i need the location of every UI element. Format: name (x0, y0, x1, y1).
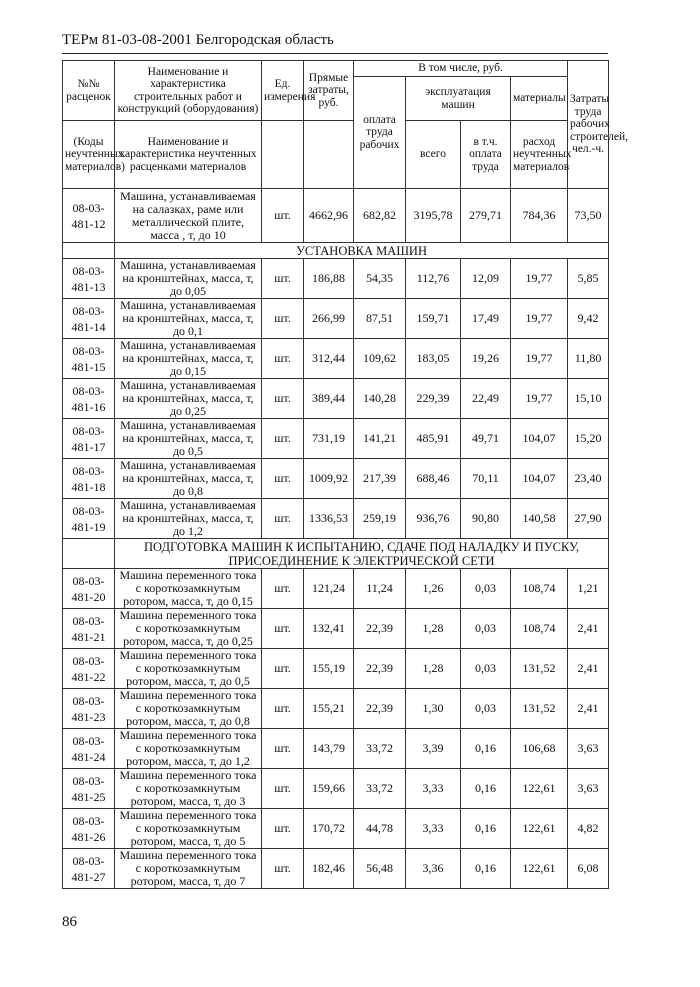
machines-wage: 0,03 (461, 689, 511, 729)
header-row-bottom (63, 121, 609, 189)
title-divider (62, 53, 608, 54)
rate-code: 08-03-481-21 (63, 609, 115, 649)
direct-costs: 121,24 (304, 569, 354, 609)
rate-row (63, 259, 609, 299)
rate-name: Машина, устанавливаемая на кронштейнах, масса, т, до 0,15 (115, 339, 262, 379)
labor-cost: 15,10 (568, 379, 609, 419)
rate-code: 08-03-481-26 (63, 809, 115, 849)
section-row (63, 539, 609, 569)
rate-row (63, 459, 609, 499)
labor-cost: 3,63 (568, 729, 609, 769)
header-machines-wage: в т.ч. оплата труда (461, 121, 511, 189)
rate-name: Машина, устанавливаемая на кронштейнах, масса, т, до 0,5 (115, 419, 262, 459)
rate-unit: шт. (262, 769, 304, 809)
rate-row (63, 849, 609, 889)
header-code: №№ расценок (63, 61, 115, 121)
rate-unit: шт. (262, 729, 304, 769)
rate-code: 08-03-481-23 (63, 689, 115, 729)
section-title: ПОДГОТОВКА МАШИН К ИСПЫТАНИЮ, СДАЧЕ ПОД НАЛАДКУ И ПУСКУ, ПРИСОЕДИНЕНИЕ К ЭЛЕКТРИЧЕСКОЙ СЕТИ (115, 539, 609, 569)
materials-cost: 131,52 (511, 689, 568, 729)
rate-name: Машина переменного тока с короткозамкнутым ротором, масса, т, до 1,2 (115, 729, 262, 769)
machines-wage: 0,16 (461, 729, 511, 769)
direct-costs: 1009,92 (304, 459, 354, 499)
rate-name: Машина переменного тока с короткозамкнутым ротором, масса, т, до 5 (115, 809, 262, 849)
labor-cost: 11,80 (568, 339, 609, 379)
rate-unit: шт. (262, 499, 304, 539)
labor-cost: 4,82 (568, 809, 609, 849)
wage-cost: 22,39 (354, 689, 406, 729)
section-row (63, 243, 609, 259)
machines-wage: 22,49 (461, 379, 511, 419)
materials-cost: 140,58 (511, 499, 568, 539)
labor-cost: 2,41 (568, 609, 609, 649)
labor-cost: 5,85 (568, 259, 609, 299)
rate-code: 08-03-481-12 (63, 189, 115, 243)
machines-total: 3,36 (406, 849, 461, 889)
wage-cost: 109,62 (354, 339, 406, 379)
wage-cost: 682,82 (354, 189, 406, 243)
rate-unit: шт. (262, 569, 304, 609)
rate-code: 08-03-481-20 (63, 569, 115, 609)
labor-cost: 2,41 (568, 649, 609, 689)
machines-total: 229,39 (406, 379, 461, 419)
header-blank-direct (304, 121, 354, 189)
machines-wage: 17,49 (461, 299, 511, 339)
rate-row (63, 769, 609, 809)
rate-row (63, 609, 609, 649)
rate-row (63, 569, 609, 609)
machines-total: 183,05 (406, 339, 461, 379)
machines-total: 3195,78 (406, 189, 461, 243)
machines-wage: 0,03 (461, 649, 511, 689)
rate-row (63, 189, 609, 243)
wage-cost: 87,51 (354, 299, 406, 339)
direct-costs: 155,21 (304, 689, 354, 729)
wage-cost: 140,28 (354, 379, 406, 419)
rate-unit: шт. (262, 379, 304, 419)
machines-total: 485,91 (406, 419, 461, 459)
rate-name: Машина переменного тока с короткозамкнутым ротором, масса, т, до 7 (115, 849, 262, 889)
labor-cost: 3,63 (568, 769, 609, 809)
section-blank-cell (63, 243, 115, 259)
direct-costs: 186,88 (304, 259, 354, 299)
rate-row (63, 419, 609, 459)
rate-unit: шт. (262, 809, 304, 849)
machines-total: 1,26 (406, 569, 461, 609)
rate-unit: шт. (262, 649, 304, 689)
direct-costs: 389,44 (304, 379, 354, 419)
machines-wage: 279,71 (461, 189, 511, 243)
materials-cost: 108,74 (511, 569, 568, 609)
page-number: 86 (62, 914, 77, 930)
machines-total: 936,76 (406, 499, 461, 539)
rate-row (63, 809, 609, 849)
wage-cost: 11,24 (354, 569, 406, 609)
rate-name: Машина переменного тока с короткозамкнутым ротором, масса, т, до 0,25 (115, 609, 262, 649)
machines-wage: 12,09 (461, 259, 511, 299)
header-row-top (63, 61, 609, 77)
rate-name: Машина переменного тока с короткозамкнутым ротором, масса, т, до 0,15 (115, 569, 262, 609)
machines-total: 1,30 (406, 689, 461, 729)
wage-cost: 141,21 (354, 419, 406, 459)
rate-row (63, 299, 609, 339)
rate-row (63, 649, 609, 689)
labor-cost: 9,42 (568, 299, 609, 339)
wage-cost: 56,48 (354, 849, 406, 889)
rate-unit: шт. (262, 339, 304, 379)
wage-cost: 22,39 (354, 609, 406, 649)
rate-name: Машина, устанавливаемая на салазках, раме или металлической плите, масса , т, до 10 (115, 189, 262, 243)
machines-wage: 0,16 (461, 849, 511, 889)
wage-cost: 22,39 (354, 649, 406, 689)
header-code-unaccounted: (Коды неучтенных материалов) (63, 121, 115, 189)
header-name-unaccounted: Наименование и характеристика неучтенных расценками материалов (115, 121, 262, 189)
machines-wage: 19,26 (461, 339, 511, 379)
machines-wage: 70,11 (461, 459, 511, 499)
direct-costs: 312,44 (304, 339, 354, 379)
wage-cost: 33,72 (354, 769, 406, 809)
header-materials: материалы (511, 77, 568, 121)
rate-code: 08-03-481-17 (63, 419, 115, 459)
rate-name: Машина переменного тока с короткозамкнутым ротором, масса, т, до 0,8 (115, 689, 262, 729)
rate-code: 08-03-481-19 (63, 499, 115, 539)
materials-cost: 122,61 (511, 769, 568, 809)
rate-row (63, 729, 609, 769)
header-blank-unit (262, 121, 304, 189)
page-title: ТЕРм 81-03-08-2001 Белгородская область (62, 32, 334, 48)
wage-cost: 217,39 (354, 459, 406, 499)
direct-costs: 266,99 (304, 299, 354, 339)
machines-total: 3,33 (406, 809, 461, 849)
rate-unit: шт. (262, 459, 304, 499)
header-direct-costs: Прямые затраты, руб. (304, 61, 354, 121)
rate-name: Машина переменного тока с короткозамкнутым ротором, масса, т, до 0,5 (115, 649, 262, 689)
direct-costs: 132,41 (304, 609, 354, 649)
machines-wage: 0,03 (461, 569, 511, 609)
machines-wage: 0,16 (461, 809, 511, 849)
machines-wage: 90,80 (461, 499, 511, 539)
direct-costs: 155,19 (304, 649, 354, 689)
materials-cost: 131,52 (511, 649, 568, 689)
rate-unit: шт. (262, 299, 304, 339)
rate-code: 08-03-481-16 (63, 379, 115, 419)
materials-cost: 19,77 (511, 259, 568, 299)
rate-name: Машина, устанавливаемая на кронштейнах, масса, т, до 0,1 (115, 299, 262, 339)
rate-name: Машина, устанавливаемая на кронштейнах, масса, т, до 0,25 (115, 379, 262, 419)
section-title: УСТАНОВКА МАШИН (115, 243, 609, 259)
machines-total: 112,76 (406, 259, 461, 299)
header-machines-total: всего (406, 121, 461, 189)
rate-name: Машина переменного тока с короткозамкнутым ротором, масса, т, до 3 (115, 769, 262, 809)
rate-row (63, 499, 609, 539)
direct-costs: 4662,96 (304, 189, 354, 243)
machines-total: 1,28 (406, 649, 461, 689)
rate-row (63, 339, 609, 379)
materials-cost: 104,07 (511, 459, 568, 499)
machines-total: 159,71 (406, 299, 461, 339)
labor-cost: 27,90 (568, 499, 609, 539)
machines-wage: 0,03 (461, 609, 511, 649)
rate-unit: шт. (262, 689, 304, 729)
labor-cost: 1,21 (568, 569, 609, 609)
rate-row (63, 379, 609, 419)
labor-cost: 15,20 (568, 419, 609, 459)
direct-costs: 182,46 (304, 849, 354, 889)
header-name: Наименование и характеристика строительных работ и конструкций (оборудования) (115, 61, 262, 121)
machines-total: 3,33 (406, 769, 461, 809)
direct-costs: 1336,53 (304, 499, 354, 539)
materials-cost: 122,61 (511, 849, 568, 889)
materials-cost: 122,61 (511, 809, 568, 849)
labor-cost: 73,50 (568, 189, 609, 243)
rate-code: 08-03-481-22 (63, 649, 115, 689)
rate-name: Машина, устанавливаемая на кронштейнах, масса, т, до 0,05 (115, 259, 262, 299)
rate-unit: шт. (262, 259, 304, 299)
machines-total: 688,46 (406, 459, 461, 499)
rate-unit: шт. (262, 419, 304, 459)
rate-unit: шт. (262, 609, 304, 649)
wage-cost: 259,19 (354, 499, 406, 539)
rate-row (63, 689, 609, 729)
materials-cost: 784,36 (511, 189, 568, 243)
wage-cost: 33,72 (354, 729, 406, 769)
rate-code: 08-03-481-14 (63, 299, 115, 339)
rate-unit: шт. (262, 189, 304, 243)
rate-code: 08-03-481-13 (63, 259, 115, 299)
direct-costs: 143,79 (304, 729, 354, 769)
direct-costs: 170,72 (304, 809, 354, 849)
direct-costs: 731,19 (304, 419, 354, 459)
machines-total: 3,39 (406, 729, 461, 769)
header-machines: эксплуатация машин (406, 77, 511, 121)
materials-cost: 106,68 (511, 729, 568, 769)
materials-cost: 19,77 (511, 299, 568, 339)
labor-cost: 23,40 (568, 459, 609, 499)
header-labor: Затраты труда рабочих строителей, чел.-ч. (568, 61, 609, 189)
rate-unit: шт. (262, 849, 304, 889)
materials-cost: 104,07 (511, 419, 568, 459)
rate-code: 08-03-481-18 (63, 459, 115, 499)
rate-code: 08-03-481-24 (63, 729, 115, 769)
materials-cost: 108,74 (511, 609, 568, 649)
materials-cost: 19,77 (511, 339, 568, 379)
wage-cost: 54,35 (354, 259, 406, 299)
rate-code: 08-03-481-27 (63, 849, 115, 889)
header-included: В том числе, руб. (354, 61, 568, 77)
machines-wage: 49,71 (461, 419, 511, 459)
header-unaccounted-materials: расход неучтенных материалов (511, 121, 568, 189)
machines-total: 1,28 (406, 609, 461, 649)
machines-wage: 0,16 (461, 769, 511, 809)
rates-table-body (63, 61, 628, 889)
direct-costs: 159,66 (304, 769, 354, 809)
wage-cost: 44,78 (354, 809, 406, 849)
rate-code: 08-03-481-15 (63, 339, 115, 379)
rates-table (62, 60, 628, 889)
section-blank-cell (63, 539, 115, 569)
header-unit: Ед. измерения (262, 61, 304, 121)
labor-cost: 2,41 (568, 689, 609, 729)
materials-cost: 19,77 (511, 379, 568, 419)
header-wage: оплата труда рабочих (354, 77, 406, 189)
rate-name: Машина, устанавливаемая на кронштейнах, масса, т, до 0,8 (115, 459, 262, 499)
rate-name: Машина, устанавливаемая на кронштейнах, масса, т, до 1,2 (115, 499, 262, 539)
rate-code: 08-03-481-25 (63, 769, 115, 809)
labor-cost: 6,08 (568, 849, 609, 889)
